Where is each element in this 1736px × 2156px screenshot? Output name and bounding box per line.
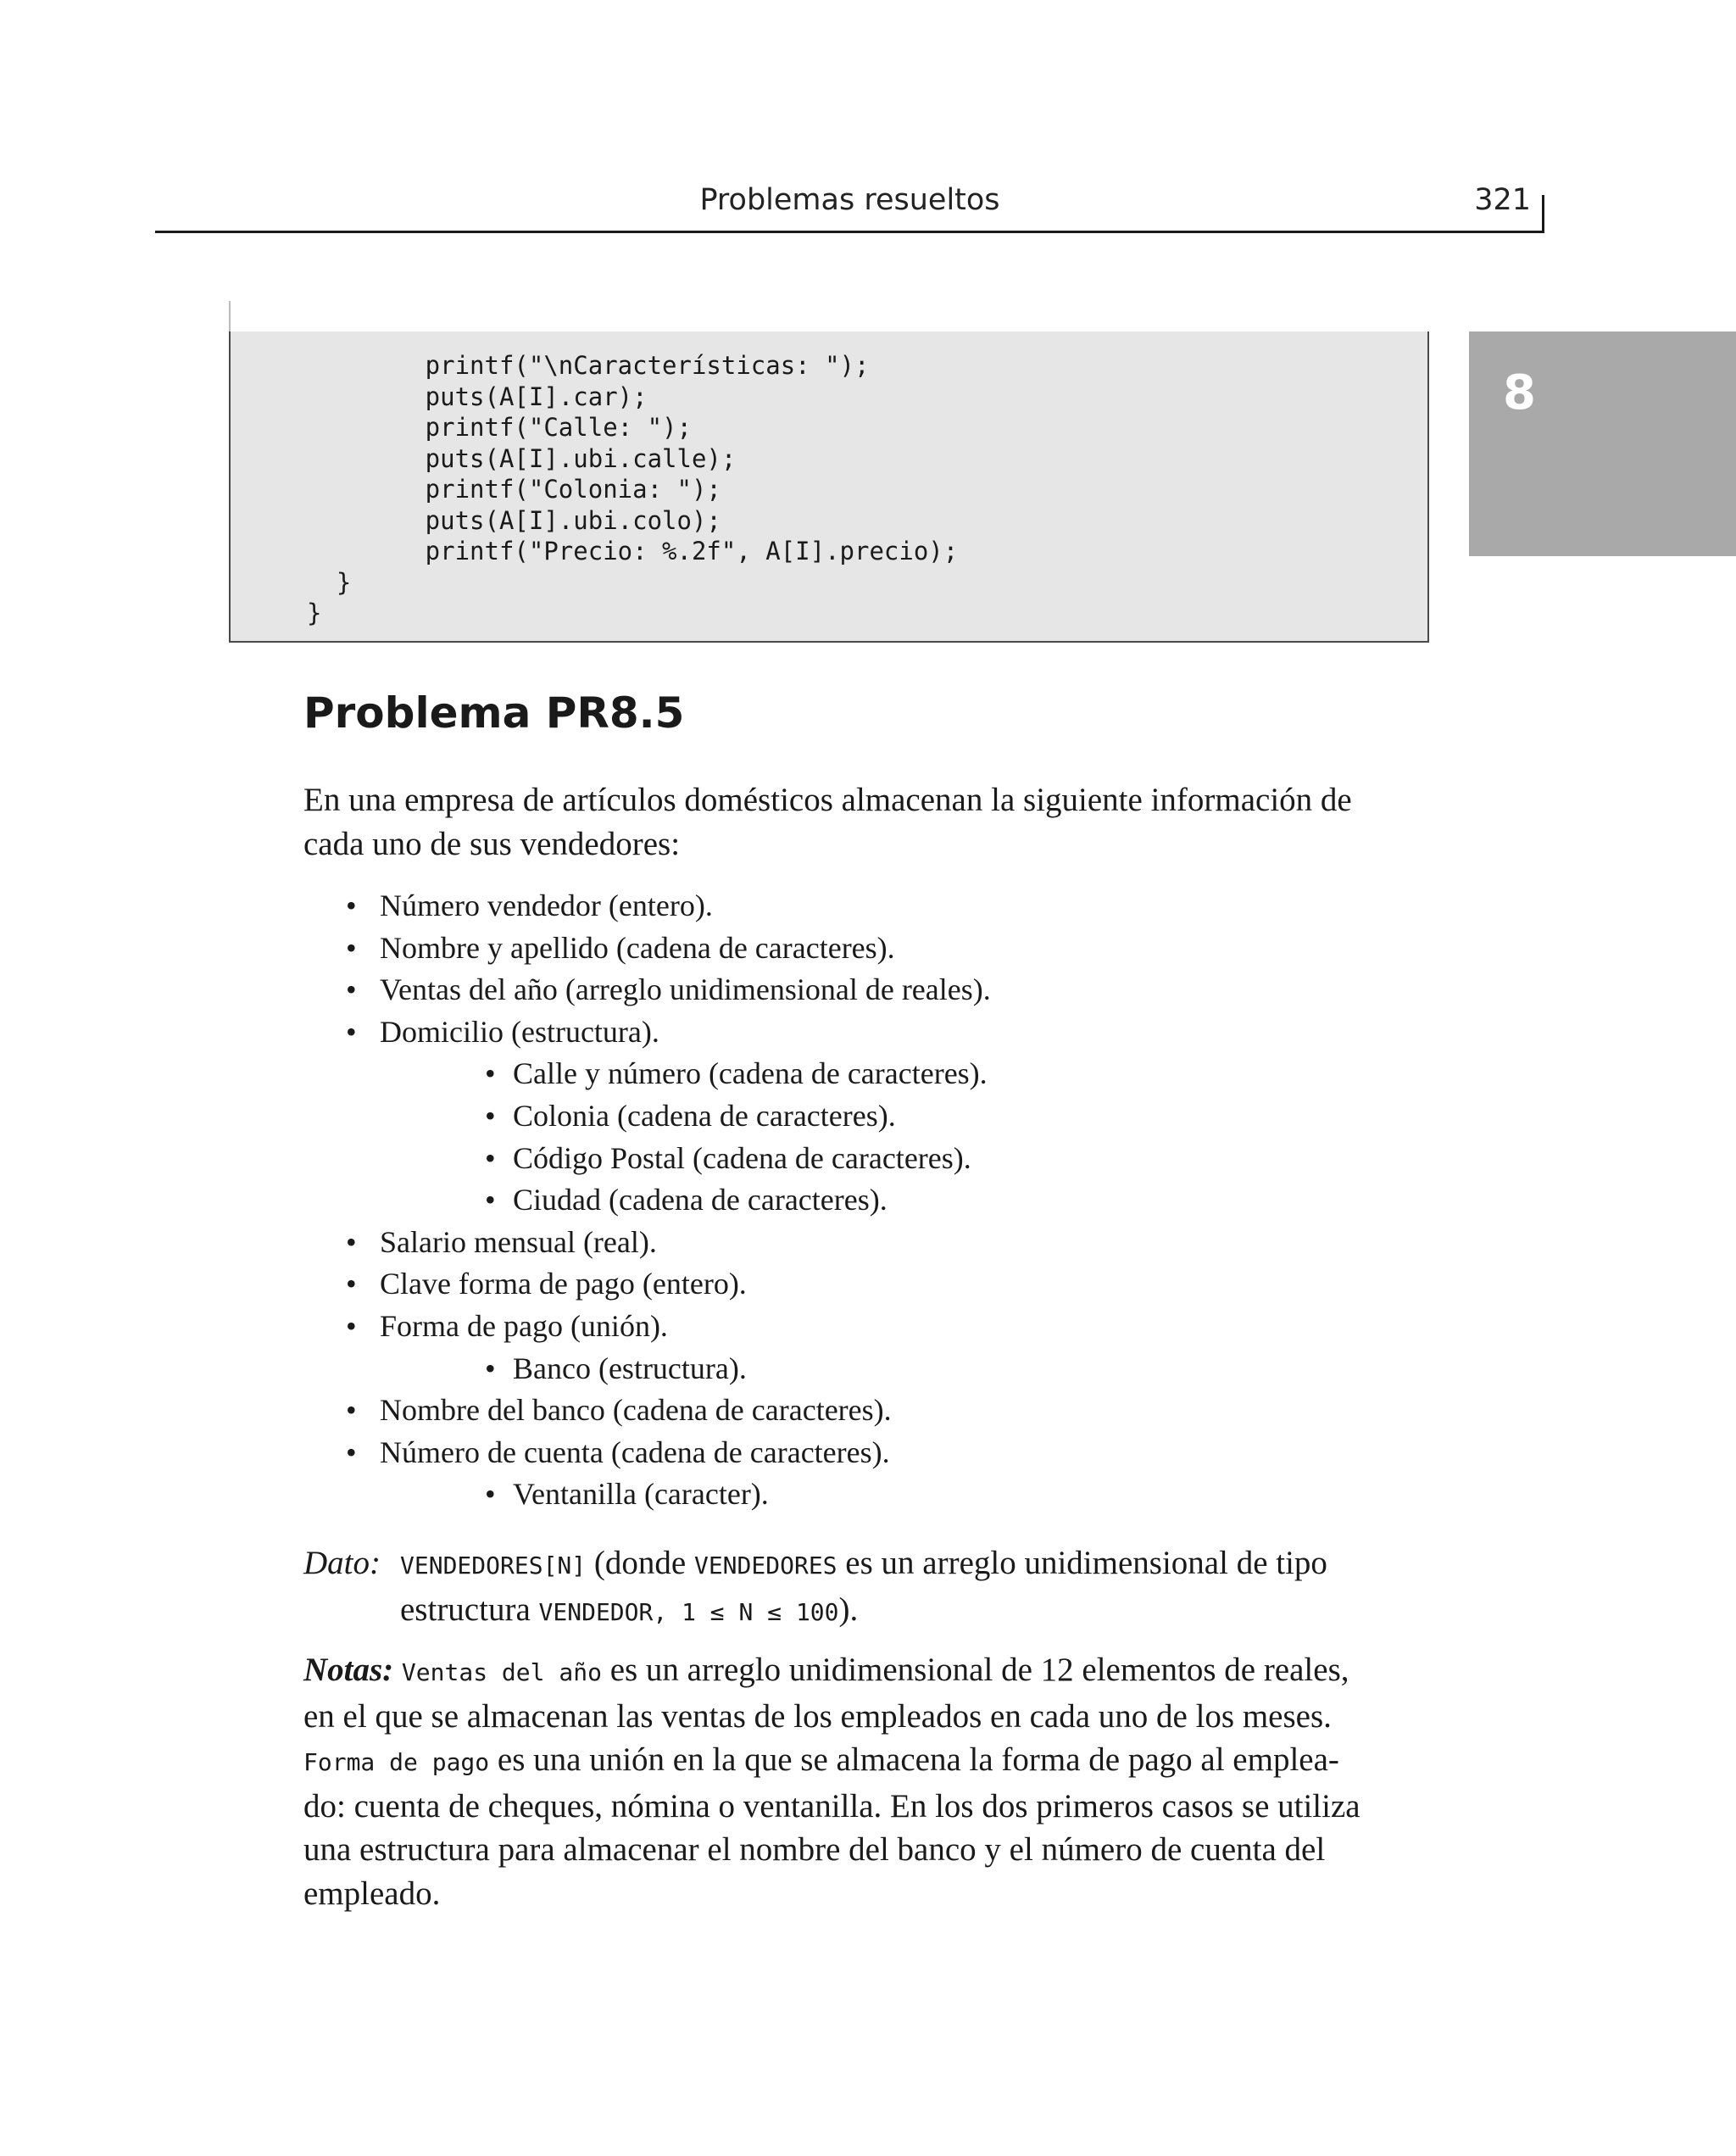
bullet-icon: • (346, 1267, 357, 1301)
notas-line: una estructura para almacenar el nombre del banco y el número de cuenta del (303, 1831, 1326, 1868)
problem-title: Problema PR8.5 (303, 688, 685, 738)
dato-paragraph (303, 1541, 1439, 1635)
list-item (303, 1390, 1448, 1432)
list-item (303, 1179, 1448, 1222)
list-item (303, 1263, 1448, 1306)
list-item (303, 1432, 1448, 1474)
intro-line: En una empresa de artículos domésticos almacenan la siguiente información de (303, 782, 1352, 818)
bullet-icon: • (346, 930, 357, 965)
bullet-icon: • (485, 1351, 496, 1385)
list-item-text: Domicilio (estructura). (380, 1014, 659, 1049)
list-item-text: Nombre del banco (cadena de caracteres). (380, 1393, 892, 1428)
bullet-icon: • (346, 889, 357, 922)
code-line: printf("Precio: %.2f", A[I].precio); (307, 537, 959, 565)
list-item (303, 1011, 1448, 1054)
code-text: Forma de pago (303, 1748, 490, 1776)
code-line: printf("Colonia: "); (307, 475, 721, 504)
list-item (303, 969, 1448, 1011)
list-item (303, 1474, 1448, 1516)
dato-line (303, 1541, 1439, 1588)
code-line: } (307, 567, 352, 597)
page-header (155, 180, 1544, 233)
list-item-text: Banco (estructura). (513, 1351, 747, 1385)
dato-text: ). (838, 1591, 859, 1628)
list-item (303, 928, 1448, 970)
code-listing (229, 331, 1429, 643)
code-line: printf("Calle: "); (307, 413, 692, 442)
notas-text: es una unión en la que se almacena la forma de pago al emplea- (489, 1741, 1339, 1778)
notas-paragraph (303, 1648, 1439, 1915)
notas-line: do: cuenta de cheques, nómina o ventanilla. En los dos primeros casos se utiliza (303, 1787, 1360, 1825)
list-item-text: Calle y número (cadena de caracteres). (513, 1056, 988, 1091)
bullet-icon: • (346, 1308, 357, 1343)
bullet-icon: • (346, 1224, 357, 1259)
header-rule (1542, 195, 1544, 233)
list-item (303, 885, 1448, 928)
list-item (303, 1306, 1448, 1348)
code-text: VENDEDORES[N] (400, 1552, 587, 1579)
notas-text: es un arreglo unidimensional de 12 elementos de reales, (601, 1652, 1349, 1688)
bullet-icon: • (485, 1477, 496, 1512)
list-item-text: Código Postal (cadena de caracteres). (513, 1140, 971, 1175)
code-box-edge (229, 301, 231, 333)
chapter-number: 8 (1503, 365, 1536, 421)
dato-text: es un arreglo unidimensional de tipo (837, 1545, 1327, 1581)
dato-line (303, 1588, 1439, 1635)
list-item-text: Nombre y apellido (cadena de caracteres). (380, 930, 895, 965)
list-item (303, 1138, 1448, 1180)
list-item-text: Forma de pago (unión). (380, 1308, 668, 1343)
code-line: puts(A[I].car); (307, 382, 648, 411)
running-title: Problemas resueltos (699, 183, 1000, 217)
dato-text: (donde (586, 1545, 694, 1581)
code-line: puts(A[I].ubi.calle); (307, 443, 737, 473)
code-block (307, 350, 958, 629)
bullet-icon: • (346, 1014, 357, 1049)
bullet-icon: • (485, 1140, 496, 1175)
bullet-icon: • (346, 1393, 357, 1428)
bullet-icon: • (485, 1183, 496, 1217)
code-text: VENDEDORES (693, 1552, 837, 1579)
list-item-text: Número vendedor (entero). (380, 889, 713, 922)
list-item (303, 1053, 1448, 1095)
list-item (303, 1348, 1448, 1390)
code-line: puts(A[I].ubi.colo); (307, 505, 721, 535)
bullet-icon: • (485, 1056, 496, 1091)
chapter-tab (1469, 331, 1736, 556)
field-list (303, 885, 1448, 1516)
bullet-icon: • (346, 1435, 357, 1469)
page-number: 321 (1474, 183, 1531, 217)
list-item (303, 1222, 1448, 1264)
list-item-text: Número de cuenta (cadena de caracteres). (380, 1435, 890, 1469)
bullet-icon: • (485, 1098, 496, 1133)
dato-label: Dato: (303, 1545, 381, 1581)
code-line: printf("\nCaracterísticas: "); (307, 351, 870, 380)
list-item-text: Ciudad (cadena de caracteres). (513, 1183, 887, 1217)
list-item-text: Colonia (cadena de caracteres). (513, 1098, 896, 1133)
list-item-text: Ventanilla (caracter). (513, 1477, 769, 1512)
code-text: Ventas del año (401, 1658, 602, 1686)
code-line: } (307, 599, 322, 627)
dato-text: estructura (400, 1591, 539, 1628)
notas-line (303, 1738, 1439, 1785)
list-item-text: Salario mensual (real). (380, 1224, 657, 1259)
problem-intro (303, 778, 1431, 866)
intro-line: cada uno de sus vendedores: (303, 826, 681, 862)
bullet-icon: • (346, 972, 357, 1007)
notas-line: en el que se almacenan las ventas de los empleados en cada uno de los meses. (303, 1697, 1332, 1735)
list-item-text: Clave forma de pago (entero). (380, 1267, 747, 1301)
code-text: VENDEDOR, 1 ≤ N ≤ 100 (538, 1598, 839, 1626)
notas-line (303, 1648, 1439, 1695)
list-item-text: Ventas del año (arreglo unidimensional de reales). (380, 972, 991, 1007)
notas-label: Notas: (303, 1652, 394, 1688)
notas-line: empleado. (303, 1875, 441, 1912)
list-item (303, 1095, 1448, 1138)
